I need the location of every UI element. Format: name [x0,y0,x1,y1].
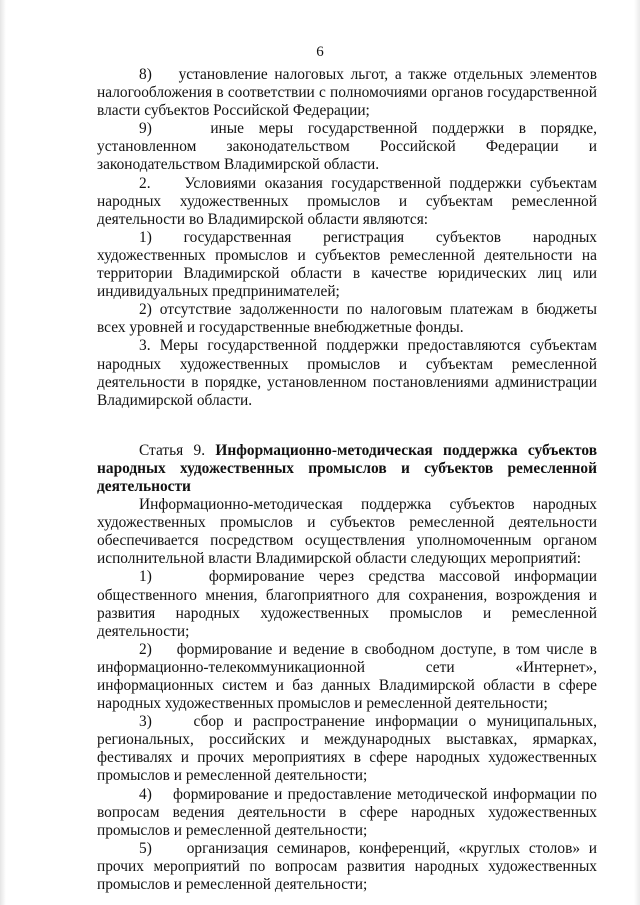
measure-2-databases: 2) формирование и ведение в свободном доступе, в том числе в информационно-телекоммуникационной сети «Интернет», информационных систем и баз данных Владимирской области в сфере народных художественных промыслов и ремесленной деятельности; [97,640,597,713]
item-9-other-measures: 9) иные меры государственной поддержки в порядке, установленном законодательством Российской Федерации и законодательством Владимирской области. [97,120,597,174]
scan-edge-left [0,0,6,905]
section-2-conditions: 2. Условиями оказания государственной поддержки субъектам народных художественных промыслов и субъектам ремесленной деятельности во Владимирской области являются: [97,174,597,228]
article-9-intro: Информационно-методическая поддержка субъектов народных художественных промыслов и субъектов ремесленной деятельности обеспечивается посредством осуществления уполномоченным органом исполнительной власти Владимирской области следующих мероприятий: [97,496,597,568]
document-body [97,66,597,894]
measure-5-seminars: 5) организация семинаров, конференций, «круглых столов» и прочих мероприятий по вопросам развития народных художественных промыслов и ремесленной деятельности; [97,839,597,894]
condition-2-no-arrears: 2) отсутствие задолженности по налоговым платежам в бюджеты всех уровней и государственные внебюджетные фонды. [97,301,597,337]
measure-3-exhibitions: 3) сбор и распространение информации о муниципальных, региональных, российских и международных выставках, ярмарках, фестивалях и прочих мероприятиях в сфере народных художественных промыслов и ремесленной деятельности; [97,713,597,785]
item-8-tax-benefits: 8) установление налоговых льгот, а также отдельных элементов налогообложения в соответствии с полномочиями органов государственной власти субъектов Российской Федерации; [97,66,597,120]
scan-edge-right [634,0,640,905]
section-3-procedure: 3. Меры государственной поддержки предоставляются субъектам народных художественных промыслов и субъектам ремесленной деятельности в порядке, установленном постановлениями администрации Владимирской области. [97,337,597,409]
article-label: Статья 9. [139,441,206,459]
page-number: 6 [316,44,324,60]
paragraph-spacer [97,410,597,442]
article-9-heading [97,442,597,496]
measure-1-media: 1) формирование через средства массовой информации общественного мнения, благоприятного для сохранения, возрождения и развития народных художественных промыслов и ремесленной деятельности; [97,568,597,640]
article-title: Информационно-методическая поддержка субъектов народных художественных промыслов и субъектов ремесленной деятельности [97,441,598,495]
condition-1-registration: 1) государственная регистрация субъектов народных художественных промыслов и субъектов ремесленной деятельности на территории Владимирской области в качестве юридических лиц или индивидуальных предпринимателей; [97,228,597,301]
measure-4-methodical-info: 4) формирование и предоставление методической информации по вопросам ведения деятельности в сфере народных художественных промыслов и ремесленной деятельности; [97,785,597,839]
